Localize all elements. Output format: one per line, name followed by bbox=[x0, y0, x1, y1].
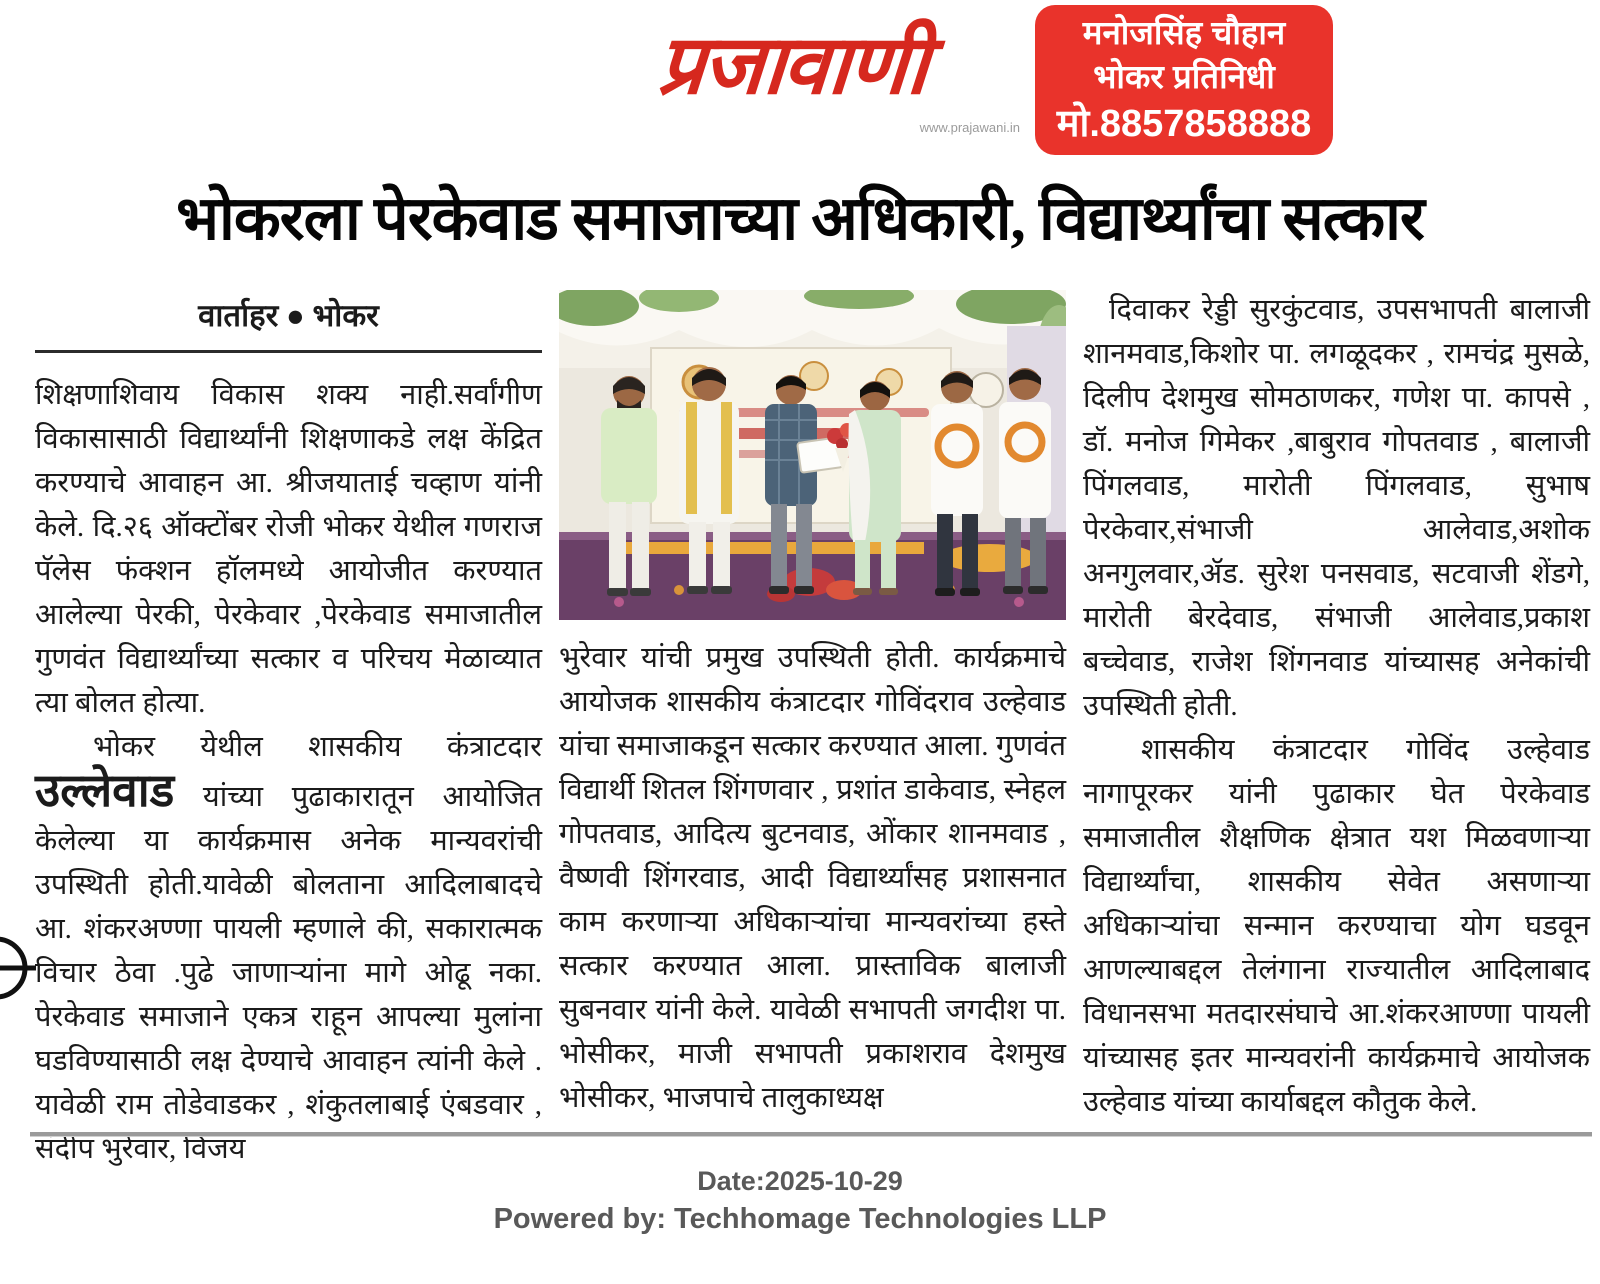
crop-mark-icon bbox=[0, 928, 40, 1013]
article-column-middle bbox=[559, 288, 1066, 1171]
article-headline: भोकरला पेरकेवाड समाजाच्या अधिकारी, विद्यार्थ्यांचा सत्कार bbox=[176, 185, 1424, 253]
article-columns bbox=[35, 288, 1592, 1171]
clipping-date: Date:2025-10-29 bbox=[697, 1166, 903, 1196]
paragraph-text: भोकर येथील शासकीय कंत्राटदार bbox=[93, 731, 542, 763]
byline-divider bbox=[35, 350, 542, 353]
highlighted-word: उल्लेवाड bbox=[35, 765, 175, 816]
newspaper-masthead: प्रजावाणी bbox=[655, 20, 930, 111]
byline: वार्ताहर ● भोकर bbox=[198, 298, 379, 333]
article-column-left bbox=[35, 288, 542, 1171]
reporter-contact-box bbox=[1035, 5, 1333, 155]
reporter-designation: भोकर प्रतिनिधी bbox=[1093, 58, 1275, 95]
paragraph: शासकीय कंत्राटदार गोविंद उल्हेवाड नागापूरकर यांनी पुढाकार घेत पेरकेवाड समाजातील शैक्षणिक क्षेत्रात यश मिळवणाऱ्या विद्यार्थ्यांचा, शासकीय सेवेत असणाऱ्या अधिकाऱ्यांचा सन्मान करण्याचा योग घडवून आणल्याबद्दल तेलंगाना राज्यातील आदिलाबाद विधानसभा मतदारसंघाचे आ.शंकरआण्णा पायली यांच्यासह इतर मान्यवरांनी कार्यक्रमाचे आयोजक उल्हेवाड यांच्या कार्याबद्दल कौतुक केले. bbox=[1083, 734, 1590, 1118]
reporter-name: मनोजसिंह चौहान bbox=[1082, 14, 1286, 51]
clipping-footer bbox=[0, 1163, 1600, 1239]
paragraph: भुरेवार यांची प्रमुख उपस्थिती होती. कार्यक्रमाचे आयोजक शासकीय कंत्राटदार गोविंदराव उल्हेवाड यांचा समाजाकडून सत्कार करण्यात आला. गुणवंत विद्यार्थी शितल शिंगणवार , प्रशांत डाकेवाड, स्नेहल गोपतवाड, आदित्य बुटनवाड, ओंकार शानमवाड , वैष्णवी शिंगरवाड, आदी विद्यार्थ्यांसह प्रशासनात काम करणाऱ्या अधिकाऱ्यांचा मान्यवरांच्या हस्ते सत्कार करण्यात आला. प्रास्ताविक बालाजी सुबनवार यांनी केले. यावेळी सभापती जगदीश पा. भोसीकर, माजी सभापती प्रकाशराव देशमुख भोसीकर, भाजपाचे तालुकाध्यक्ष bbox=[559, 642, 1066, 1114]
powered-by-credit: Powered by: Techhomage Technologies LLP bbox=[493, 1203, 1107, 1235]
article-column-right bbox=[1083, 288, 1590, 1171]
paragraph: शिक्षणाशिवाय विकास शक्य नाही.सर्वांगीण विकासासाठी विद्यार्थ्यांनी शिक्षणाकडे लक्ष केंद्रित करण्याचे आवाहन आ. श्रीजयाताई चव्हाण यांनी केले. दि.२६ ऑक्टोंबर रोजी भोकर येथील गणराज पॅलेस फंक्शन हॉलमध्ये आयोजीत करण्यात आलेल्या पेरकी, पेरकेवार ,पेरकेवाड समाजातील गुणवंत विद्यार्थ्यांच्या सत्कार व परिचय मेळाव्यात त्या बोलत होत्या. bbox=[35, 379, 542, 719]
paragraph bbox=[35, 725, 542, 1171]
reporter-phone-number: मो.8857858888 bbox=[1056, 103, 1312, 145]
paragraph-text: यांच्या पुढाकारातून आयोजित केलेल्या या कार्यक्रमास अनेक मान्यवरांची उपस्थिती होती.यावेळी बोलताना आदिलाबादचे आ. शंकरअण्णा पायली म्हणाले की, सकारात्मक विचार ठेवा .पुढे जाणाऱ्यांना मागे ओढू नका. पेरकेवाड समाजाने एकत्र राहून आपल्या मुलांना घडविण्यासाठी लक्ष देण्याचे आवाहन त्यांनी केले . यावेळी राम तोडेवाडकर , शंकुतलाबाई एंबडवार , संदीप भुरेवार, विजय bbox=[35, 781, 543, 1165]
article-photo bbox=[559, 290, 1066, 620]
newspaper-website-url: www.prajawani.in bbox=[919, 120, 1020, 135]
clipping-bottom-divider bbox=[30, 1132, 1592, 1137]
paragraph: दिवाकर रेड्डी सुरकुंटवाड, उपसभापती बालाजी शानमवाड,किशोर पा. लगळूदकर , रामचंद्र मुसळे, दिलीप देशमुख सोमठाणकर, गणेश पा. कापसे , डॉ. मनोज गिमेकर ,बाबुराव गोपतवाड , बालाजी पिंगलवाड, मारोती पिंगलवाड, सुभाष पेरकेवार,संभाजी आलेवाड,अशोक अनगुलवार,ॲड. सुरेश पनसवाड, सटवाजी शेंडगे, मारोती बेरदेवाड, संभाजी आलेवाड,प्रकाश बच्चेवाड, राजेश शिंगनवाड यांच्यासह अनेकांची उपस्थिती होती. bbox=[1083, 294, 1590, 722]
